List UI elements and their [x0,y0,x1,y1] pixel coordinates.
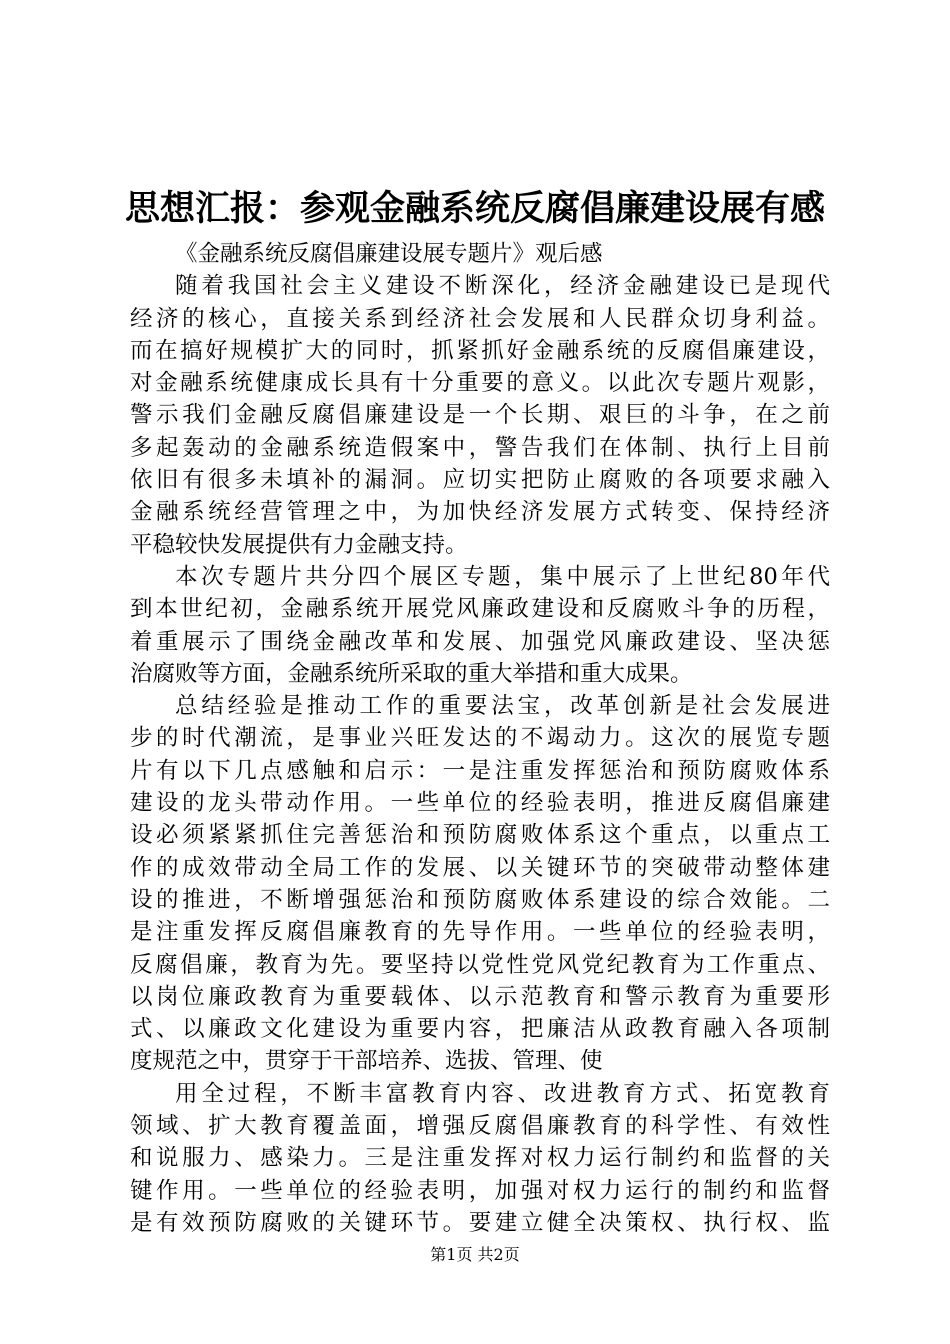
text-line: 多起轰动的金融系统造假案中，警告我们在体制、执行上目前 [130,434,830,461]
text-line: 是注重发挥反腐倡廉教育的先导作用。一些单位的经验表明， [130,919,830,946]
text-line: 键作用。一些单位的经验表明，加强对权力运行的制约和监督 [130,1177,830,1204]
text-line: 度规范之中，贯穿于干部培养、选拔、管理、使 [130,1048,603,1075]
text-line: 片有以下几点感触和启示：一是注重发挥惩治和预防腐败体系 [130,757,830,784]
text-line: 依旧有很多未填补的漏洞。应切实把防止腐败的各项要求融入 [130,467,830,494]
text-line: 设的推进，不断增强惩治和预防腐败体系建设的综合效能。二 [130,886,830,913]
text-line: 随着我国社会主义建设不断深化，经济金融建设已是现代 [175,273,830,300]
text-line: 和说服力、感染力。三是注重发挥对权力运行制约和监督的关 [130,1145,830,1172]
text-line: 着重展示了围绕金融改革和发展、加强党风廉政建设、坚决惩 [130,628,830,655]
text-line: 本次专题片共分四个展区专题，集中展示了上世纪80年代 [175,563,830,590]
text-line: 到本世纪初，金融系统开展党风廉政建设和反腐败斗争的历程， [130,596,830,623]
text-line: 经济的核心，直接关系到经济社会发展和人民群众切身利益。 [130,305,830,332]
text-line: 平稳较快发展提供有力金融支持。 [130,531,468,558]
text-line: 以岗位廉政教育为重要载体、以示范教育和警示教育为重要形 [130,983,830,1010]
text-line: 作的成效带动全局工作的发展、以关键环节的突破带动整体建 [130,854,830,881]
document-body [130,238,830,1239]
text-line: 步的时代潮流，是事业兴旺发达的不竭动力。这次的展览专题 [130,725,830,752]
text-line: 金融系统经营管理之中，为加快经济发展方式转变、保持经济 [130,499,830,526]
text-line: 设必须紧紧抓住完善惩治和预防腐败体系这个重点，以重点工 [130,822,830,849]
text-line: 用全过程，不断丰富教育内容、改进教育方式、拓宽教育 [175,1080,830,1107]
text-line: 反腐倡廉，教育为先。要坚持以党性党风党纪教育为工作重点、 [130,951,830,978]
text-line: 领域、扩大教育覆盖面，增强反腐倡廉教育的科学性、有效性 [130,1113,830,1140]
text-line: 是有效预防腐败的关键环节。要建立健全决策权、执行权、监 [130,1209,830,1236]
text-line: 而在搞好规模扩大的同时，抓紧抓好金融系统的反腐倡廉建设， [130,337,830,364]
subtitle-line: 《金融系统反腐倡廉建设展专题片》观后感 [175,241,603,267]
text-line: 警示我们金融反腐倡廉建设是一个长期、艰巨的斗争，在之前 [130,402,830,429]
text-line: 总结经验是推动工作的重要法宝，改革创新是社会发展进 [175,693,830,720]
document-title: 思想汇报：参观金融系统反腐倡廉建设展有感 [124,188,825,229]
text-line: 建设的龙头带动作用。一些单位的经验表明，推进反腐倡廉建 [130,790,830,817]
page-footer: 第1页 共2页 [430,1245,520,1264]
text-line: 式、以廉政文化建设为重要内容，把廉洁从政教育融入各项制 [130,1016,830,1043]
text-line: 治腐败等方面，金融系统所采取的重大举措和重大成果。 [130,660,693,687]
text-line: 对金融系统健康成长具有十分重要的意义。以此次专题片观影， [130,370,830,397]
